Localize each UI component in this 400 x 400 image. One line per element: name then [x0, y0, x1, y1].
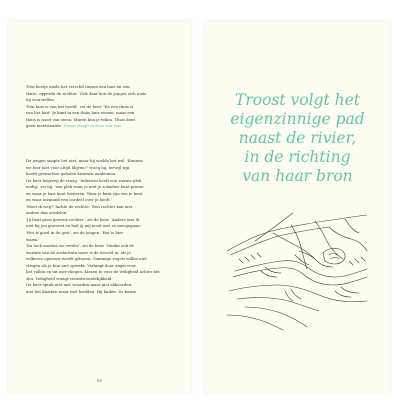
text-line: 'Moet ik weg?' lachte de rechter. 'Een rechter kan niet — [26, 203, 133, 209]
highlighted-sentence: Troost slaapt in deze van ruis. — [63, 123, 123, 129]
paragraph-1 — [26, 84, 176, 130]
text-line: het vallen en uit niet-vliegen. Kiezen te voor de veiligheid achter het — [26, 269, 160, 275]
text-line: De beer begreep de vraag. 'Iedereen heeft een warme plek — [26, 177, 142, 183]
text-line: thuis is nooit van steen. Muren kun je tellen. Thuis kent — [26, 116, 136, 122]
river-sketch-illustration — [225, 211, 370, 331]
text-line: thuis', opperde de rechter. 'Ook daar kon de jongen zich niets — [26, 90, 147, 96]
text-line: slot. Veiligheid vraagt verantwoordelijkheid.' — [26, 275, 114, 281]
left-page — [8, 21, 191, 393]
text-line: 'Een beetje mode het verschil tussen een huis en een — [26, 84, 130, 89]
quote-line: in de richting — [244, 148, 351, 166]
text-line: De jongen snapte het niet, maar hij voelde het wel. 'Kunnen — [26, 158, 143, 163]
quote-line: naast de rivier, — [238, 129, 357, 147]
text-line: 'En toch moeten we verder', zei de beer. 'Omdat ook de — [26, 243, 135, 249]
quote-line: Troost volgt het — [234, 91, 361, 109]
text-line: nodig', zei hij, 'een plek waar je met je schaduw kunt praten — [26, 184, 144, 190]
text-line: volkeren opnieuw wordt geboren. Sommige vogels willen niet — [26, 256, 147, 262]
page-number: 65 — [96, 378, 103, 383]
text-line: warm.' — [26, 236, 40, 242]
text-line: met het klanken maar met beelden. Hij knikte. Zo kwam — [26, 288, 137, 294]
quote-line: van haar bron — [242, 167, 353, 185]
pull-quote — [205, 91, 390, 186]
text-line: van het hart. Je kunt in een thuis huis wonen, maar een — [26, 110, 135, 116]
text-line: en waar je hart kunt luisteren. Waar je kunt zijn wie je bent — [26, 190, 143, 196]
text-line: hoofd grenzeloos geholen kwamen aanleunen. — [26, 171, 117, 177]
text-line: 'Een huis is van het hoofd', zei de beer. 'En een thuis is — [26, 103, 134, 109]
text-line: De beer sprak niet met woorden maar met akkoorden, — [26, 282, 133, 288]
text-line: bij voorstellen. — [26, 97, 55, 103]
text-line: vliegen als je hun niet spreekt. Verlangt door angst voor — [26, 262, 136, 268]
text-line: niet bij jou geweest en had jij mij nooit met zo meegegaan.' — [26, 223, 142, 229]
quote-line: eigenzinnige pad — [230, 110, 365, 128]
text-line: anders dan oordelen.' — [26, 210, 69, 216]
text-line-with-highlight — [26, 123, 176, 130]
right-page — [205, 21, 390, 393]
paragraph-2 — [26, 158, 176, 295]
text-line: 'Jij bent geen gewone rechter', zei de beer. 'Anders was ik — [26, 216, 140, 222]
text-line: en waar niemand een oordeel over je heeft.' — [26, 197, 112, 203]
text-line: we hier niet voor altijd blijven?' vroeg hij, terwijl zijn — [26, 164, 130, 170]
text-line: geen meetwaarde. — [26, 123, 63, 129]
text-line: warmte van de zoekertuin meer is de wereld in, als je — [26, 249, 131, 255]
text-line: 'Het is goed in de grot', zei de jongen. 'Het is hier — [26, 230, 124, 236]
